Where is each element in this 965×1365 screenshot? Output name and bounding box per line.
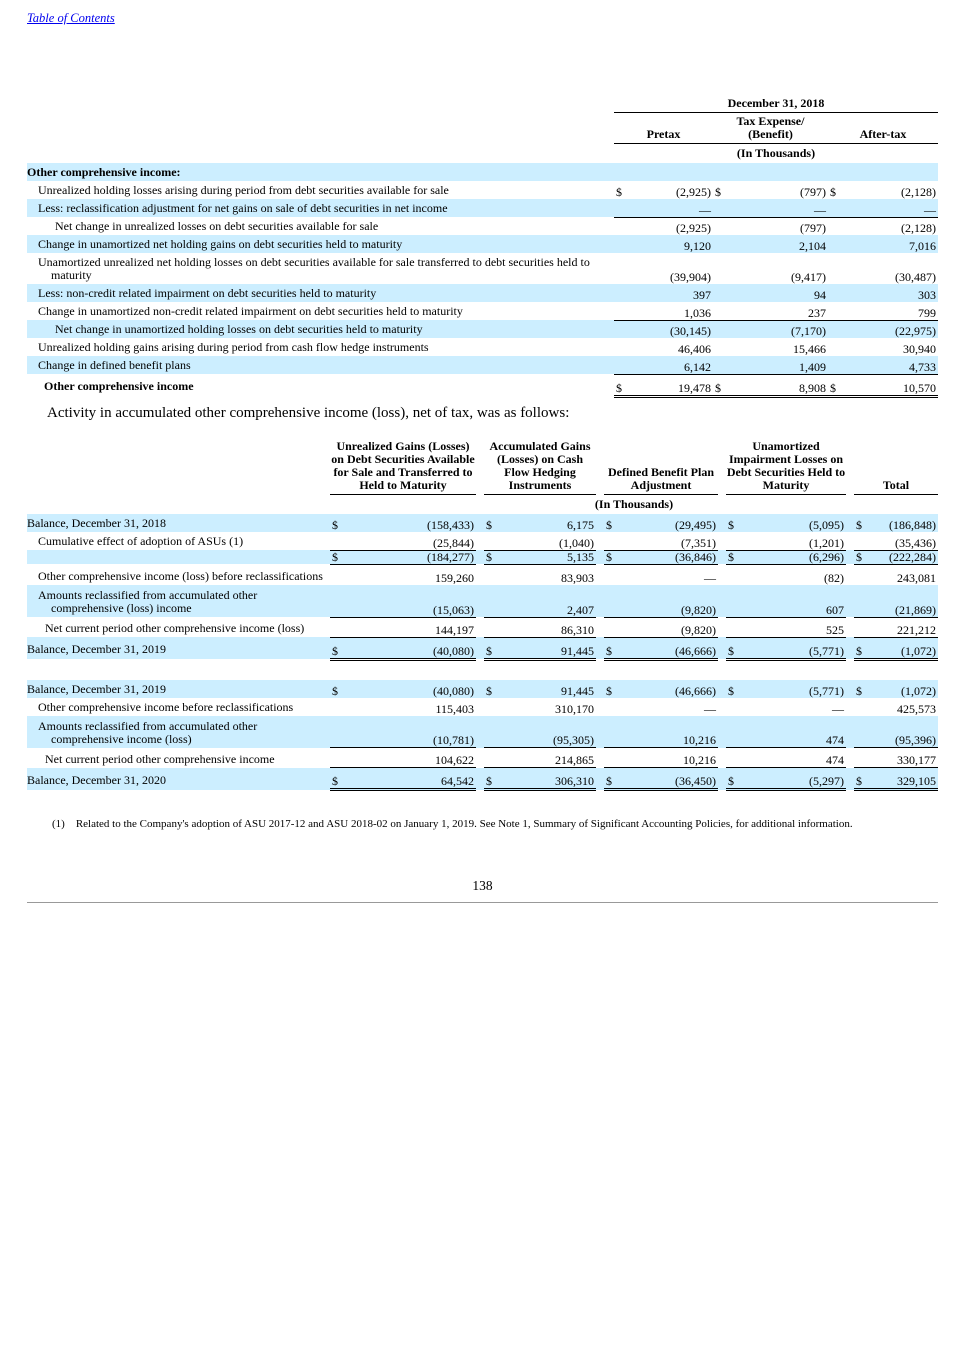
table-row: Amounts reclassified from accumulated other comprehensive income (loss) (10,781) (95,305) 10,216 474 (95,396) — [27, 716, 938, 748]
section-title: Other comprehensive income: — [27, 163, 614, 181]
table-row: Amounts reclassified from accumulated other comprehensive (loss) income (15,063) 2,407 (9,820) 607 (21,869) — [27, 585, 938, 617]
table-row: Unamortized unrealized net holding losses on debt securities available for sale transferred to debt securities held to maturity (39,904) (9,417) (30,487) — [38, 255, 936, 284]
col-total: Total — [854, 440, 938, 495]
table-row: Change in defined benefit plans 6,142 1,409 4,733 — [27, 356, 938, 374]
page-divider — [27, 902, 938, 903]
table-row: Less: non-credit related impairment on debt securities held to maturity 397 94 303 — [27, 284, 938, 302]
footnote — [52, 818, 853, 830]
aoci-activity-table — [27, 440, 938, 791]
table-row: Unrealized holding losses arising during period from debt securities available for sale $ (2,925) $ (797) $ (2,128) — [38, 183, 936, 199]
oci-tax-table — [27, 97, 938, 398]
table-row: Less: reclassification adjustment for net gains on sale of debt securities in net income — — — — [27, 199, 938, 217]
col-aftertax: After-tax — [828, 113, 938, 144]
intro-paragraph: Activity in accumulated other comprehensive income (loss), net of tax, was as follows: — [47, 405, 570, 421]
col-defined-benefit: Defined Benefit Plan Adjustment — [604, 440, 718, 495]
col-impairment-losses: Unamortized Impairment Losses on Debt Securities Held to Maturity — [726, 440, 846, 495]
table-row: Other comprehensive income before reclassifications 115,403 310,170 — — 425,573 — [38, 699, 936, 716]
table-of-contents-link[interactable]: Table of Contents — [27, 11, 115, 25]
units-label: (In Thousands) — [736, 146, 816, 160]
table-row: $ (184,277) $ 5,135 $ (36,846) $ (6,296) $ (222,284) — [27, 550, 938, 564]
table-row: Change in unamortized non-credit related impairment on debt securities held to maturity 1,036 237 799 — [38, 304, 936, 320]
balance-row: Balance, December 31, 2019 $ (40,080) $ 91,445 $ (46,666) $ (5,771) $ (1,072) — [27, 637, 938, 659]
table-row: Net change in unamortized holding losses on debt securities held to maturity (30,145) (7,170) (22,975) — [27, 320, 938, 338]
table-row: Balance, December 31, 2018 $ (158,433) $ 6,175 $ (29,495) $ (5,095) $ (186,848) — [27, 516, 936, 532]
total-row: Other comprehensive income $ 19,478 $ 8,908 $ 10,570 — [27, 374, 938, 396]
table-row: Net current period other comprehensive income 104,622 214,865 10,216 474 330,177 — [27, 748, 938, 768]
col-pretax: Pretax — [614, 113, 713, 144]
period-header: December 31, 2018 — [614, 97, 938, 113]
col-tax: Tax Expense/ (Benefit) — [713, 113, 828, 144]
table-row: Net current period other comprehensive income (loss) 144,197 86,310 (9,820) 525 221,212 — [27, 617, 938, 637]
units-label: (In Thousands) — [594, 497, 674, 511]
table-row: Balance, December 31, 2019 $ (40,080) $ 91,445 $ (46,666) $ (5,771) $ (1,072) — [27, 681, 936, 698]
footnote-text: Related to the Company's adoption of ASU 2017-12 and ASU 2018-02 on January 1, 2019. See Note 1, Summary of Significant Accounting Policies, for additional information. — [75, 818, 853, 830]
table-row: Change in unamortized net holding gains on debt securities held to maturity 9,120 2,104 7,016 — [27, 235, 938, 253]
balance-row: Balance, December 31, 2020 $ 64,542 $ 306,310 $ (36,450) $ (5,297) $ 329,105 — [27, 768, 938, 790]
footnote-marker: (1) — [52, 818, 65, 830]
table-row: Cumulative effect of adoption of ASUs (1) (25,844) (1,040) (7,351) (1,201) (35,436) — [38, 534, 936, 550]
page-number: 138 — [472, 878, 493, 893]
col-cash-flow-hedges: Accumulated Gains (Losses) on Cash Flow Hedging Instruments — [484, 440, 596, 495]
table-row: Unrealized holding gains arising during period from cash flow hedge instruments 46,406 15,466 30,940 — [38, 340, 936, 356]
table-row: Other comprehensive income (loss) before reclassifications 159,260 83,903 — (82) 243,081 — [38, 569, 936, 585]
table-row: Net change in unrealized losses on debt securities available for sale (2,925) (797) (2,128) — [55, 219, 936, 235]
col-debt-securities: Unrealized Gains (Losses) on Debt Securities Available for Sale and Transferred to Held to Maturity — [330, 440, 476, 495]
